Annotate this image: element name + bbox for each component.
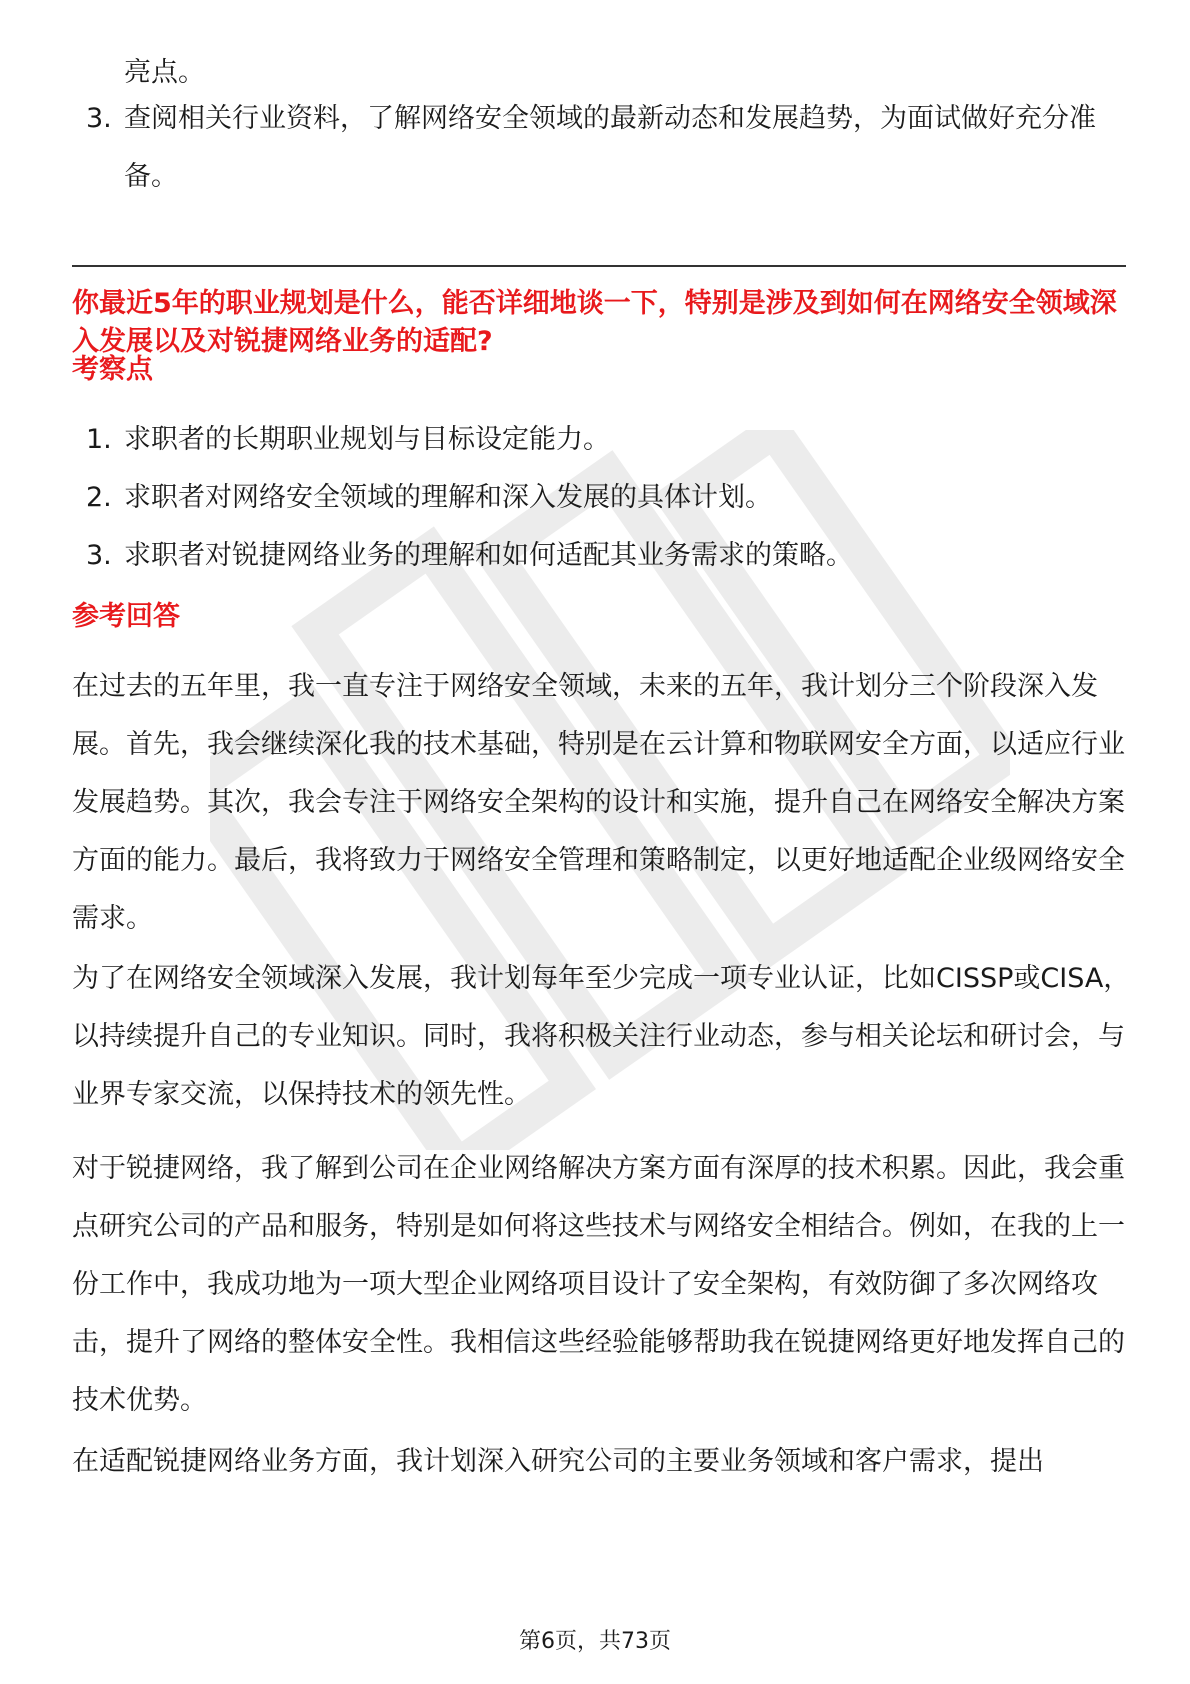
answer-paragraph: 在过去的五年里，我一直专注于网络安全领域，未来的五年，我计划分三个阶段深入发展。首先，我会继续深化我的技术基础，特别是在云计算和物联网安全方面，以适应行业发展趋势。其次，我会专注于网络安全架构的设计和实施，提升自己在网络安全解决方案方面的能力。最后，我将致力于网络安全管理和策略制定，以更好地适配企业级网络安全需求。: [72, 671, 1125, 934]
answer-paragraph: 为了在网络安全领域深入发展，我计划每年至少完成一项专业认证，比如CISSP或CISA，以持续提升自己的专业知识。同时，我将积极关注行业动态，参与相关论坛和研讨会，与业界专家交流，以保持技术的领先性。: [72, 963, 1131, 1110]
list-text: 查阅相关行业资料，了解网络安全领域的最新动态和发展趋势，为面试做好充分准备。: [124, 103, 1096, 192]
section-divider: [72, 265, 1126, 267]
list-text: 求职者的长期职业规划与目标设定能力。: [124, 424, 610, 455]
list-item: [72, 527, 1132, 585]
question-heading: 你最近5年的职业规划是什么，能否详细地谈一下，特别是涉及到如何在网络安全领域深入发展以及对锐捷网络业务的适配?: [72, 288, 1117, 357]
answer-heading: 参考回答: [72, 601, 180, 632]
list-text: 求职者对锐捷网络业务的理解和如何适配其业务需求的策略。: [124, 540, 853, 571]
list-item: [72, 411, 1132, 469]
list-number: 3.: [86, 103, 112, 134]
points-heading: 考察点: [72, 354, 153, 385]
list-item: [72, 469, 1132, 527]
list-number: 2.: [86, 482, 112, 513]
page-footer: 第6页，共73页: [519, 1629, 671, 1654]
list-item: [72, 90, 1132, 206]
answer-paragraph: 对于锐捷网络，我了解到公司在企业网络解决方案方面有深厚的技术积累。因此，我会重点研究公司的产品和服务，特别是如何将这些技术与网络安全相结合。例如，在我的上一份工作中，我成功地为一项大型企业网络项目设计了安全架构，有效防御了多次网络攻击，提升了网络的整体安全性。我相信这些经验能够帮助我在锐捷网络更好地发挥自己的技术优势。: [72, 1153, 1125, 1416]
points-list: [72, 411, 1132, 585]
prep-list: [72, 90, 1132, 206]
answer-paragraph: 在适配锐捷网络业务方面，我计划深入研究公司的主要业务领域和客户需求，提出: [72, 1446, 1044, 1477]
list-number: 1.: [86, 424, 112, 455]
list-number: 3.: [86, 540, 112, 571]
continued-text: 亮点。: [124, 57, 205, 88]
list-text: 求职者对网络安全领域的理解和深入发展的具体计划。: [124, 482, 772, 513]
